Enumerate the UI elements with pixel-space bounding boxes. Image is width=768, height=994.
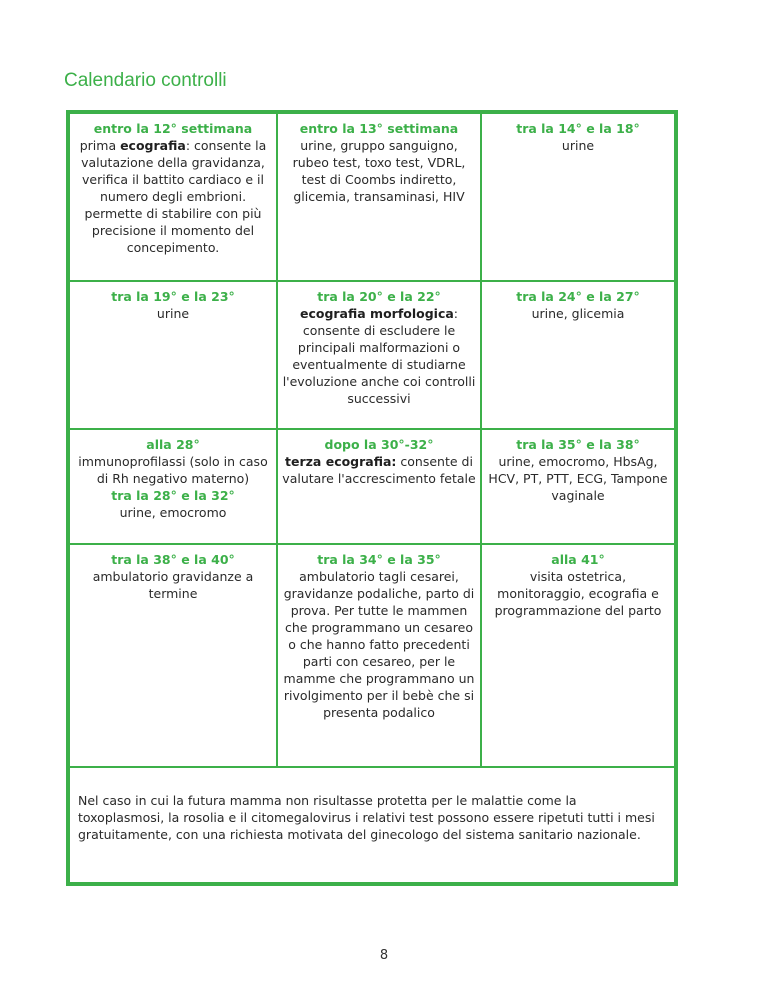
cell-bold-text: terza ecografia:	[285, 454, 397, 469]
schedule-cell	[278, 545, 482, 768]
note-paragraph: Nel caso in cui la futura mamma non risultasse protetta per le malattie come la toxoplasmosi, la rosolia e il citomegalovirus i relativi test possono essere ripetuti tutti i mesi gratuitamente, con una richiesta motivata del ginecologo del sistema sanitario nazionale.	[78, 793, 655, 842]
cell-text: : consente di escludere le principali malformazioni o eventualmente di studiarne l'evoluzione anche coi controlli successivi	[282, 306, 476, 406]
schedule-cell	[482, 282, 674, 430]
cell-text: ambulatorio gravidanze a termine	[92, 569, 254, 601]
cell-heading: entro la 12° settimana	[93, 121, 253, 136]
cell-text: visita ostetrica, monitoraggio, ecografia e programmazione del parto	[494, 569, 662, 618]
cell-heading: tra la 20° e la 22°	[317, 289, 441, 304]
page-number: 8	[379, 948, 389, 963]
cell-bold-text: ecografia morfologica	[299, 306, 454, 321]
cell-heading: tra la 34° e la 35°	[317, 552, 441, 567]
schedule-cell	[278, 282, 482, 430]
cell-heading: tra la 19° e la 23°	[111, 289, 235, 304]
schedule-cell	[278, 430, 482, 545]
cell-text: : consente la valutazione della gravidanza, verifica il battito cardiaco e il numero degli embrioni. permette di stabilire con più precisione il momento del concepimento.	[81, 138, 267, 255]
cell-heading: tra la 35° e la 38°	[516, 437, 640, 452]
schedule-cell	[70, 545, 278, 768]
cell-heading: tra la 24° e la 27°	[516, 289, 640, 304]
schedule-cell	[278, 114, 482, 282]
cell-text: urine, gruppo sanguigno, rubeo test, toxo test, VDRL, test di Coombs indiretto, glicemia, transaminasi, HIV	[292, 138, 466, 204]
cell-heading: dopo la 30°-32°	[324, 437, 434, 452]
schedule-cell	[70, 430, 278, 545]
cell-text: immunoprofilassi (solo in caso di Rh negativo materno)	[78, 454, 268, 486]
cell-text: urine, emocromo, HbsAg, HCV, PT, PTT, ECG, Tampone vaginale	[488, 454, 668, 503]
checkup-schedule-table	[66, 110, 678, 886]
cell-text: urine, emocromo	[119, 505, 227, 520]
cell-heading: tra la 38° e la 40°	[111, 552, 235, 567]
cell-text: urine, glicemia	[531, 306, 625, 321]
schedule-cell	[70, 114, 278, 282]
cell-text-pre: prima	[79, 138, 121, 153]
cell-bold-text: ecografia	[120, 138, 186, 153]
cell-text: ambulatorio tagli cesarei, gravidanze podaliche, parto di prova. Per tutte le mammen che programmano un cesareo o che hanno fatto precedenti parti con cesareo, per le mamme che programmano un rivolgimento per il bebè che si presenta podalico	[283, 569, 475, 720]
schedule-cell	[482, 545, 674, 768]
cell-heading: alla 41°	[551, 552, 605, 567]
cell-subheading: tra la 28° e la 32°	[111, 488, 235, 503]
schedule-cell	[70, 282, 278, 430]
page-title: Calendario controlli	[64, 69, 227, 91]
cell-text: urine	[561, 138, 595, 153]
cell-text: consente di valutare l'accrescimento fetale	[282, 454, 476, 486]
schedule-cell	[482, 114, 674, 282]
cell-text: urine	[156, 306, 190, 321]
cell-heading: alla 28°	[146, 437, 200, 452]
cell-heading: entro la 13° settimana	[299, 121, 459, 136]
schedule-cell	[482, 430, 674, 545]
cell-heading: tra la 14° e la 18°	[516, 121, 640, 136]
